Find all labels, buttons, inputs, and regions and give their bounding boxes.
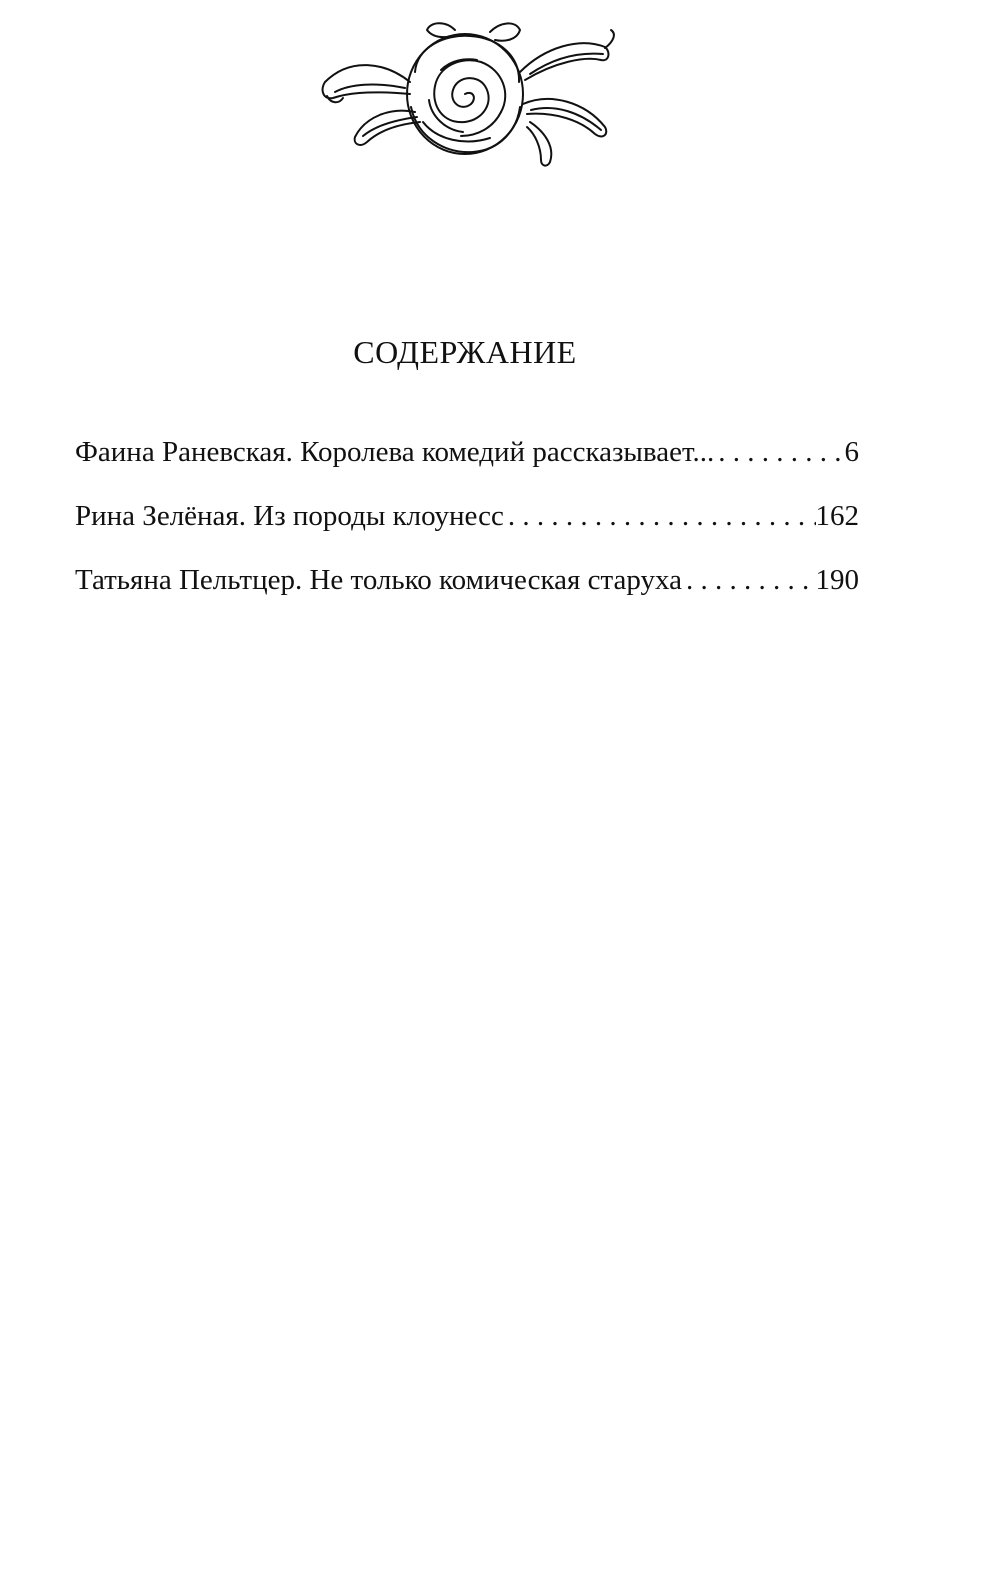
toc-entry-title: Рина Зелёная. Из породы клоунесс [75,500,504,532]
dot-leader [504,496,816,536]
table-of-contents [75,432,859,624]
toc-entry-page: 162 [815,500,859,532]
toc-entry-title: Татьяна Пельтцер. Не только комическая старуха [75,564,682,596]
rose-ornament-icon [305,12,625,172]
toc-entry-title: Фаина Раневская. Королева комедий рассказывает... [75,436,715,468]
dot-leader [714,432,844,472]
toc-entry[interactable] [75,560,859,624]
page-title: СОДЕРЖАНИЕ [353,334,577,370]
toc-entry[interactable] [75,432,859,496]
toc-entry-page: 6 [844,436,859,468]
toc-entry[interactable] [75,496,859,560]
dot-leader [682,560,816,600]
toc-entry-page: 190 [815,564,859,596]
